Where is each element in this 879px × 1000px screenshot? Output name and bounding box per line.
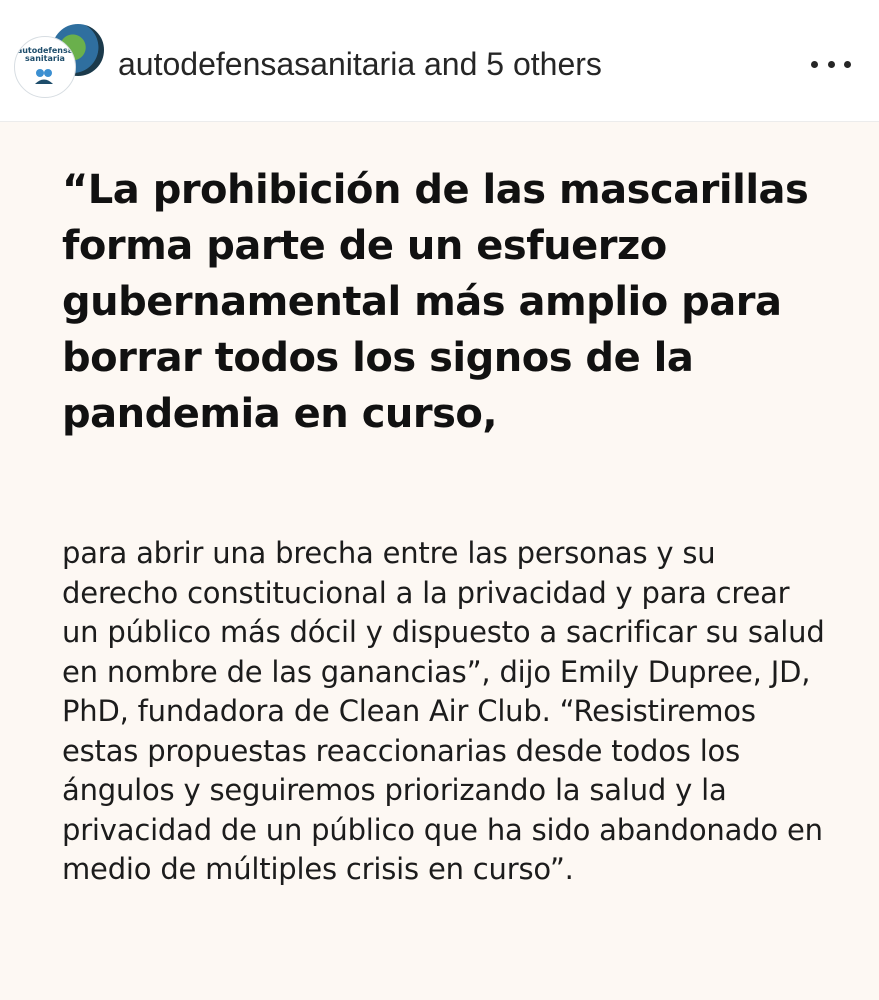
avatar-logo-text: autodefensa sanitaria xyxy=(16,46,74,63)
more-horizontal-icon-dot xyxy=(844,61,851,68)
collab-avatars[interactable] xyxy=(14,22,90,98)
header-title xyxy=(118,44,602,84)
avatar-logo-icon xyxy=(33,67,55,85)
more-horizontal-icon xyxy=(811,61,818,68)
collaborators-text[interactable]: and 5 others xyxy=(415,46,602,82)
more-horizontal-icon-dot xyxy=(828,61,835,68)
more-options-button[interactable] xyxy=(811,46,851,82)
username-link[interactable]: autodefensasanitaria xyxy=(118,46,416,82)
post-image[interactable] xyxy=(0,122,879,1000)
post-headline: “La prohibición de las mascarillas forma parte de un esfuerzo gubernamental más amplio para borrar todos los signos de la pandemia en curso, xyxy=(62,167,809,437)
post-body-text: para abrir una brecha entre las personas y su derecho constitucional a la privacidad y para crear un público más dócil y dispuesto a sacrificar su salud en nombre de las ganancias”, dijo Emily Dupree, JD, PhD, fundadora de Clean Air Club. “Resistiremos estas propuestas reaccionarias desde todos los ángulos y seguiremos priorizando la salud y la privacidad de un público que ha sido abandonado en medio de múltiples crisis en curso”. xyxy=(62,536,825,886)
post-header xyxy=(0,0,879,122)
avatar[interactable] xyxy=(14,36,76,98)
